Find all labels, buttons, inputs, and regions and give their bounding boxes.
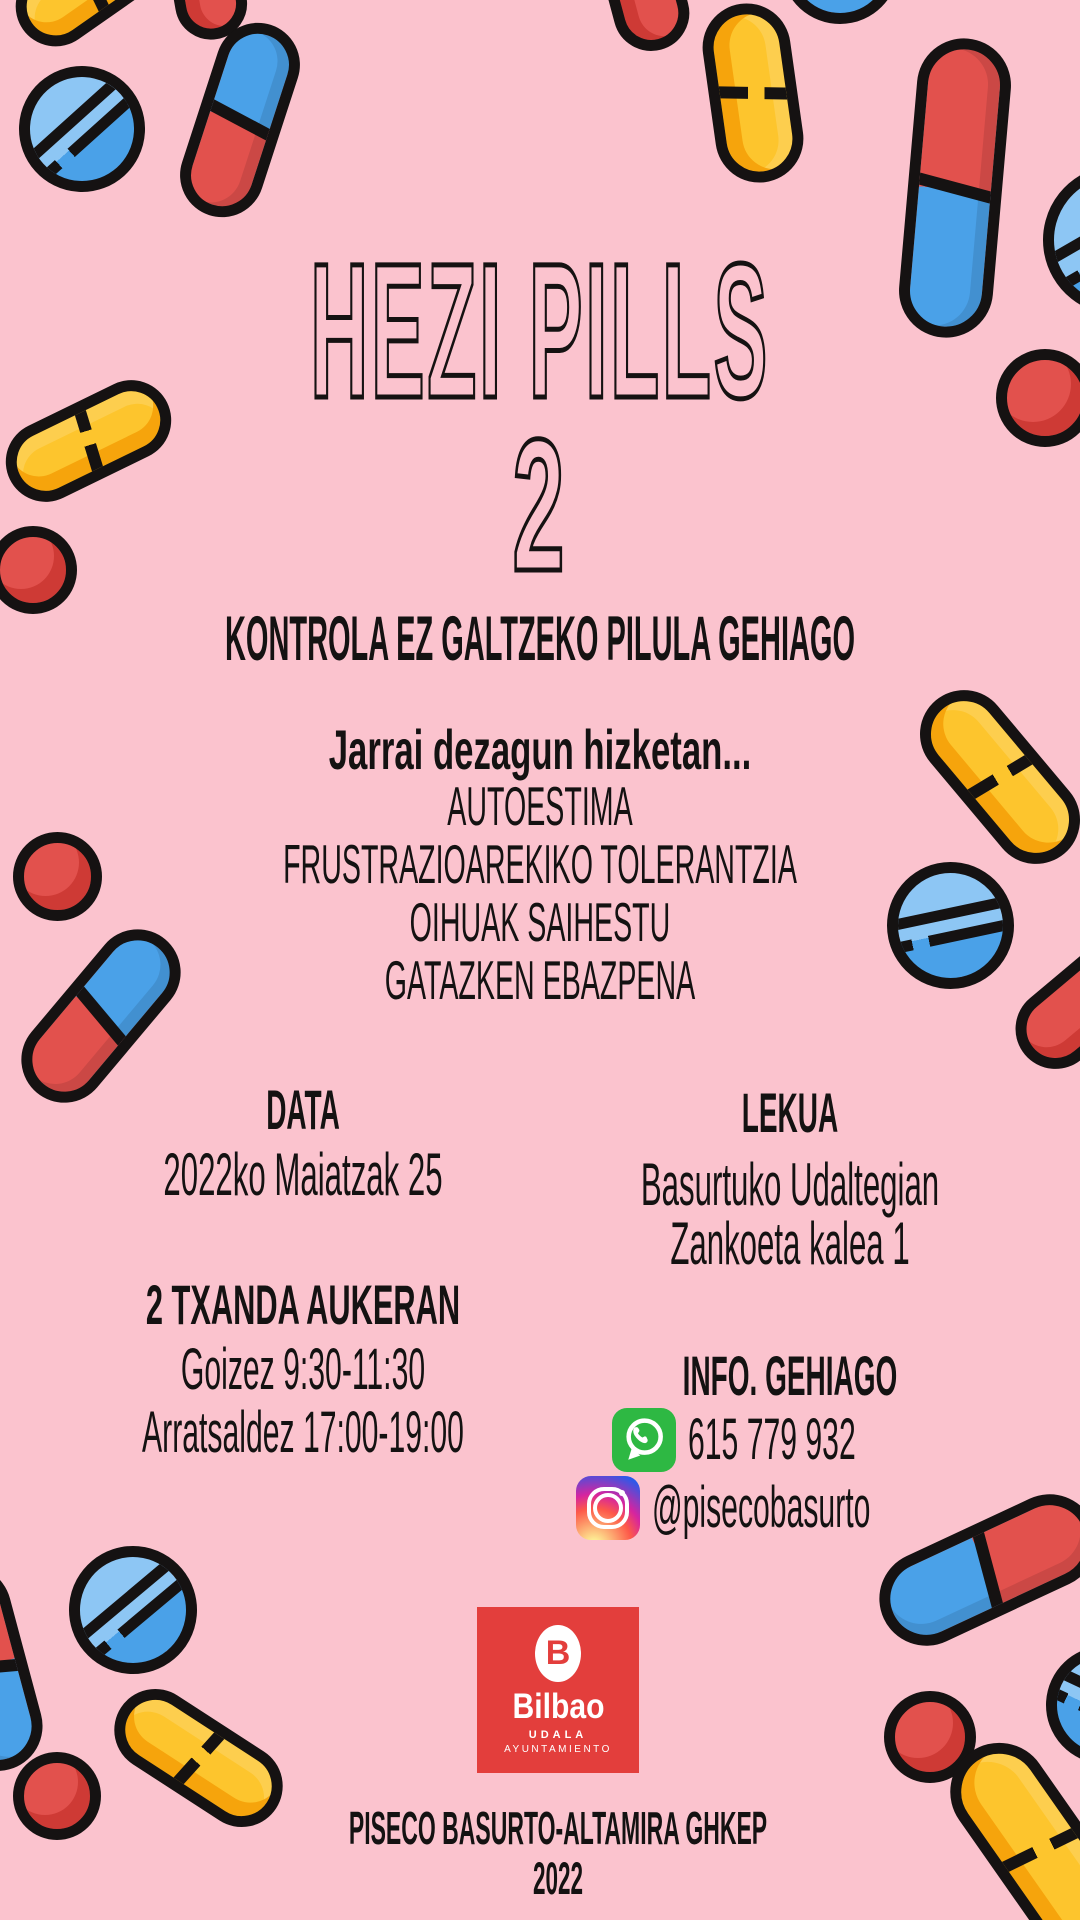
bilbao-city-logo bbox=[477, 1607, 639, 1773]
whatsapp-icon bbox=[612, 1408, 676, 1472]
capsule-pill-icon bbox=[4, 912, 198, 1120]
topic-item: AUTOESTIMA bbox=[447, 775, 633, 837]
blue-tablet-pill-icon bbox=[875, 850, 1026, 1001]
date-heading: DATA bbox=[266, 1078, 340, 1141]
topic-item: GATAZKEN EBAZPENA bbox=[384, 949, 696, 1011]
place-street: Zankoeta kalea 1 bbox=[670, 1210, 910, 1277]
blue-tablet-pill-icon bbox=[772, 0, 909, 33]
capsule-pill-icon bbox=[697, 0, 809, 188]
poster-title: HEZI PILLS bbox=[310, 223, 770, 438]
footer-organizer: PISECO BASURTO-ALTAMIRA GHKEP bbox=[348, 1802, 768, 1854]
blue-tablet-pill-icon bbox=[43, 1520, 223, 1700]
topic-item: FRUSTRAZIOAREKIKO TOLERANTZIA bbox=[283, 833, 797, 895]
poster-subtitle: KONTROLA EZ GALTZEKO PILULA GEHIAGO bbox=[224, 604, 856, 674]
capsule-pill-icon bbox=[895, 34, 1015, 341]
capsule-pill-icon bbox=[0, 0, 181, 62]
capsule-pill-icon bbox=[0, 367, 184, 516]
instagram-handle: @pisecobasurto bbox=[652, 1475, 871, 1540]
capsule-pill-icon bbox=[169, 12, 311, 228]
info-heading: INFO. GEHIAGO bbox=[682, 1344, 898, 1407]
instagram-row bbox=[576, 1476, 1072, 1540]
blue-tablet-pill-icon bbox=[1016, 138, 1080, 343]
red-round-pill-icon bbox=[0, 526, 77, 614]
bilbao-logo-name: Bilbao bbox=[512, 1687, 604, 1726]
phone-row bbox=[612, 1408, 1011, 1472]
shift-morning: Goizez 9:30-11:30 bbox=[180, 1337, 426, 1402]
phone-number: 615 779 932 bbox=[688, 1407, 856, 1472]
red-round-pill-icon bbox=[13, 832, 102, 921]
footer-year: 2022 bbox=[532, 1853, 584, 1904]
blue-tablet-pill-icon bbox=[0, 40, 171, 218]
capsule-pill-icon bbox=[588, 0, 698, 59]
bilbao-logo-udala: UDALA bbox=[528, 1729, 588, 1741]
capsule-pill-icon bbox=[98, 1673, 298, 1843]
instagram-icon bbox=[576, 1476, 640, 1540]
poster-title-number: 2 bbox=[512, 400, 568, 610]
date-value: 2022ko Maiatzak 25 bbox=[163, 1141, 443, 1208]
capsule-pill-icon bbox=[902, 672, 1080, 882]
place-heading: LEKUA bbox=[741, 1081, 839, 1144]
topics-heading: Jarrai dezagun hizketan... bbox=[328, 718, 752, 781]
red-round-pill-icon bbox=[996, 349, 1080, 447]
bilbao-logo-mark: B bbox=[535, 1625, 581, 1682]
place-venue: Basurtuko Udaltegian bbox=[640, 1151, 940, 1218]
shift-afternoon: Arratsaldez 17:00-19:00 bbox=[142, 1400, 464, 1465]
red-round-pill-icon bbox=[13, 1752, 101, 1840]
capsule-pill-icon bbox=[0, 1555, 53, 1781]
bilbao-logo-ayuntamiento: AYUNTAMIENTO bbox=[504, 1744, 612, 1755]
shifts-heading: 2 TXANDA AUKERAN bbox=[145, 1273, 461, 1336]
topic-item: OIHUAK SAIHESTU bbox=[409, 891, 671, 953]
